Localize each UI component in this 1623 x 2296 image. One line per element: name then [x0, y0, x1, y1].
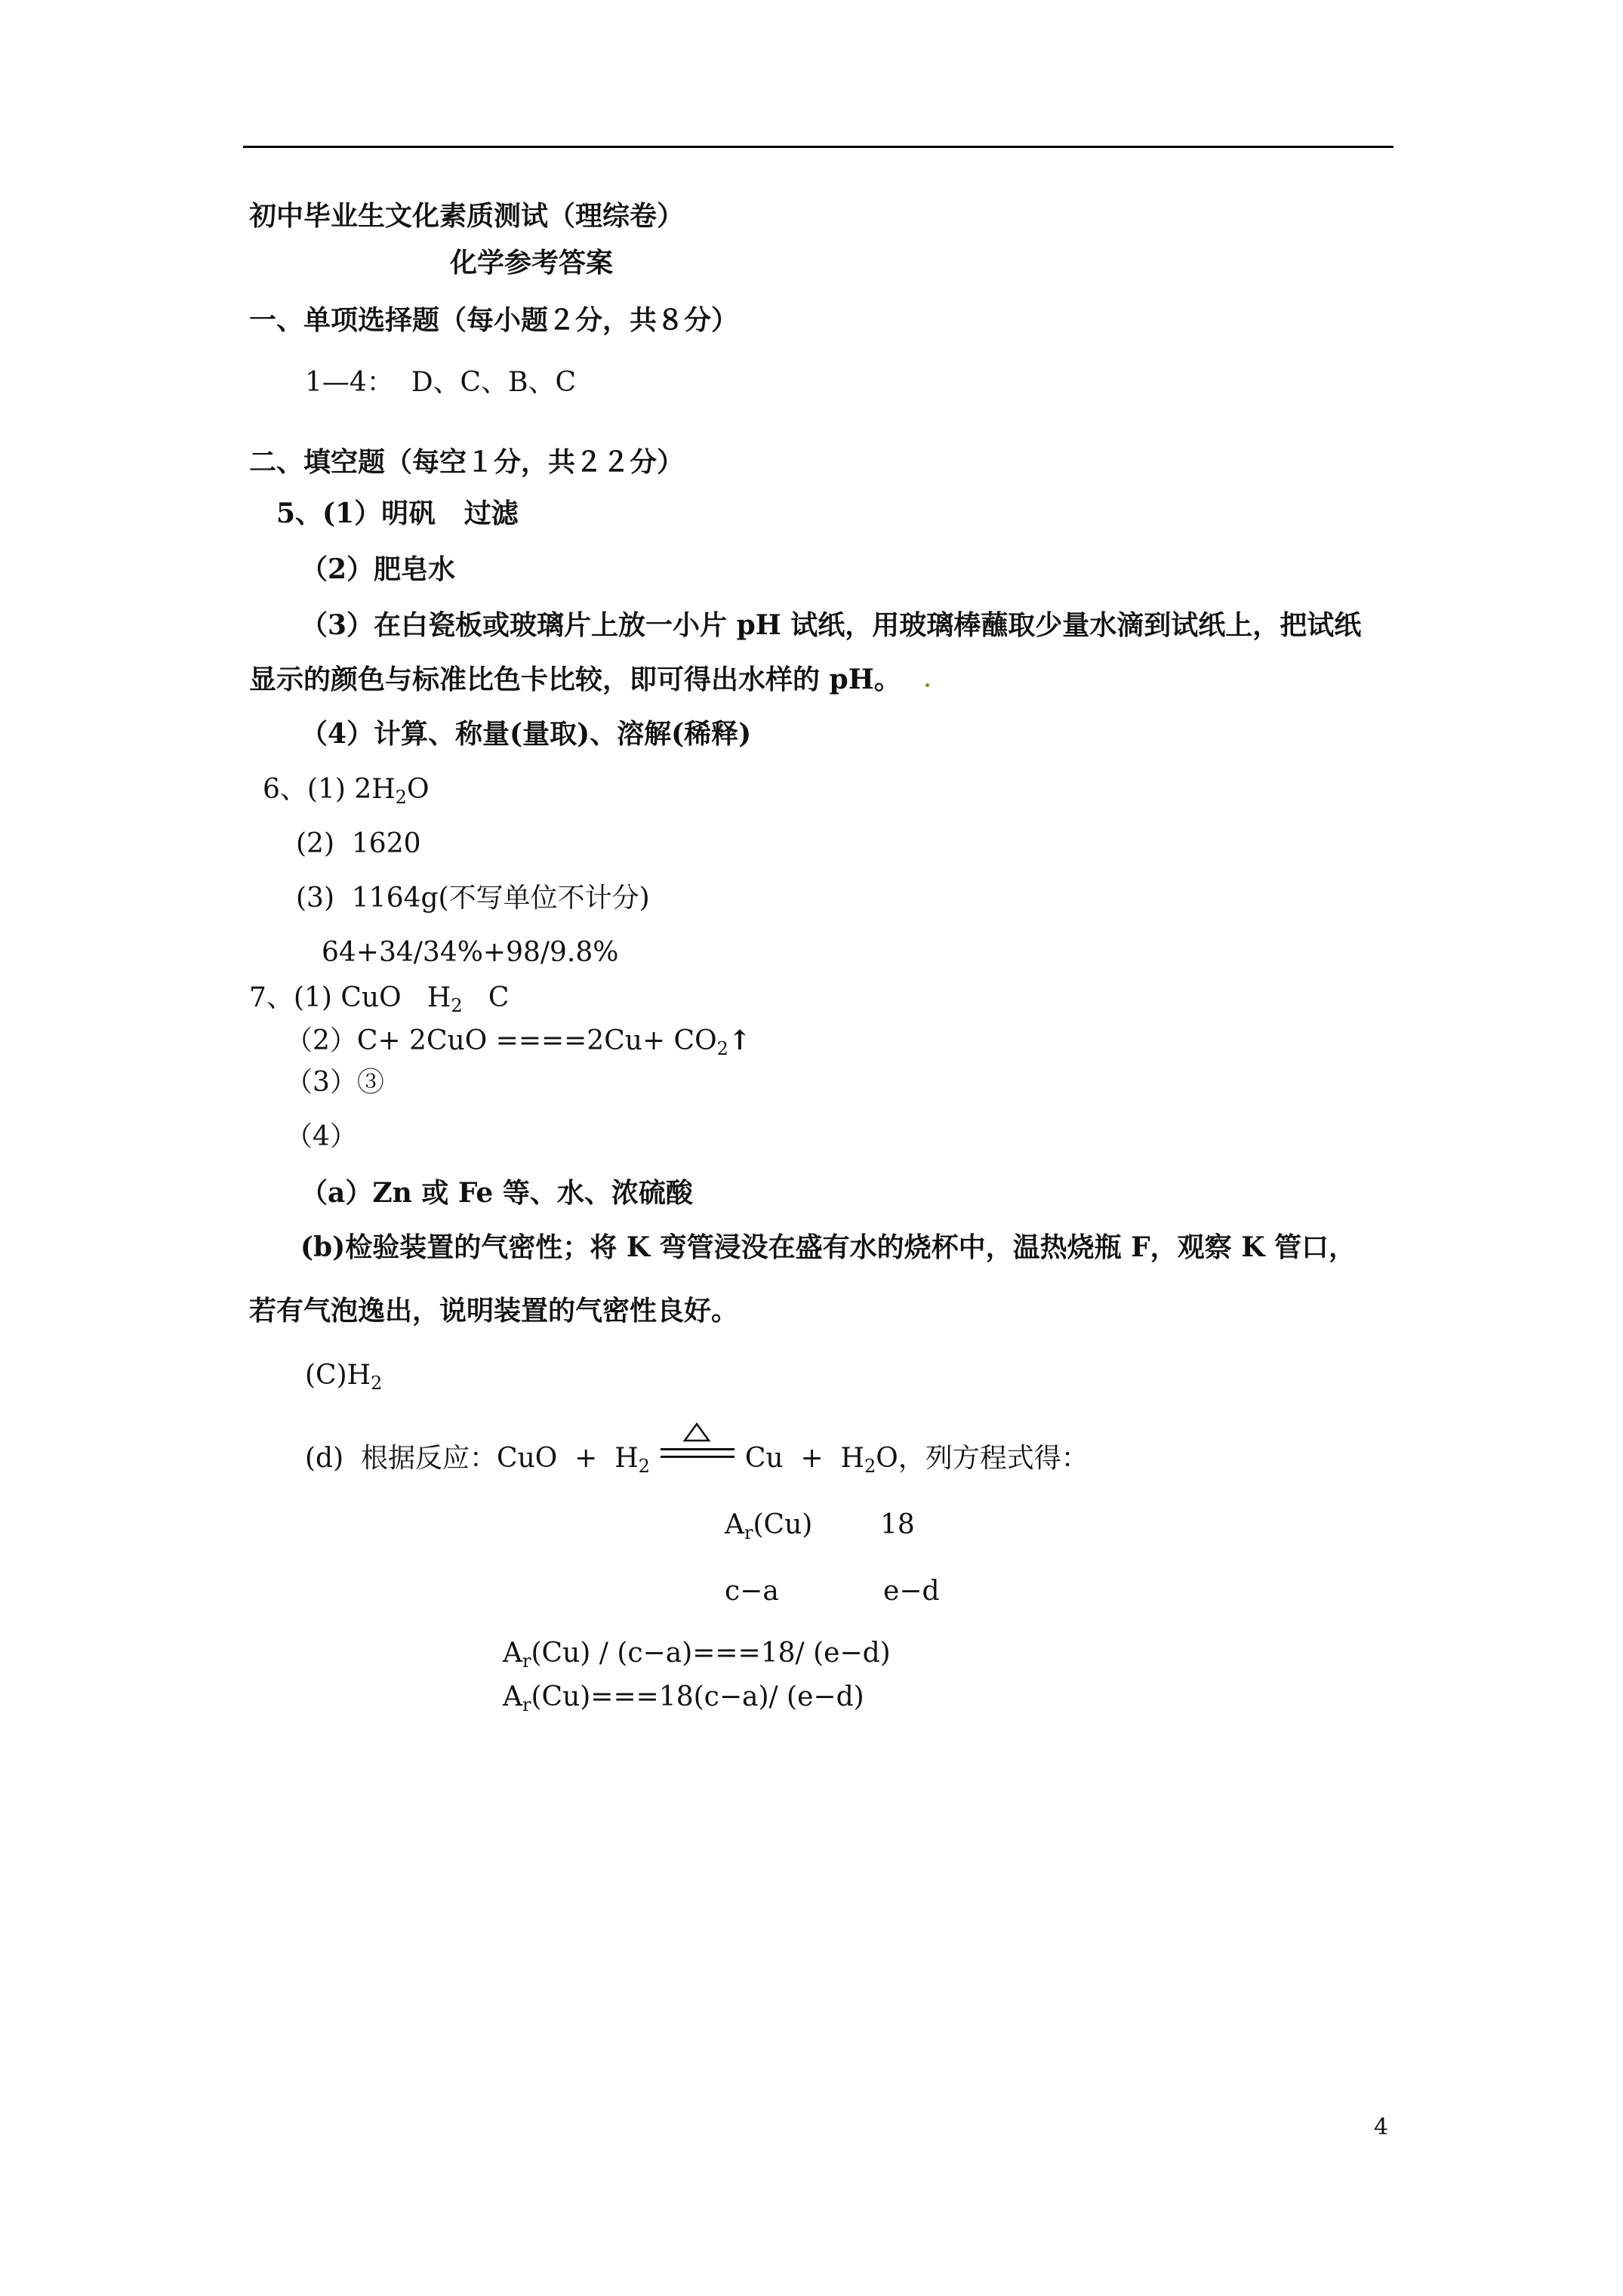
page-number: 4 — [1374, 2114, 1389, 2140]
q5-part3-line1: （3）在白瓷板或玻璃片上放一小片 pH 试纸，用玻璃棒蘸取少量水滴到试纸上，把试纸 — [300, 609, 1362, 641]
q7-part1-suffix: C — [462, 982, 510, 1013]
ratio-ar-symbol: A — [725, 1509, 744, 1540]
q6-part1-prefix: 6、(1) 2H — [263, 774, 396, 805]
q6-part1-subscript: 2 — [395, 787, 407, 808]
reaction-h2-subscript: 2 — [638, 1456, 650, 1477]
reaction-h2o-subscript: 2 — [864, 1456, 876, 1477]
q6-part3-calculation: 64+34/34%+98/9.8% — [322, 937, 619, 968]
q6-part1 — [263, 773, 429, 806]
q5-part2: （2）肥皂水 — [300, 553, 456, 585]
reaction-product: Cu + H — [744, 1443, 864, 1474]
q7-part1 — [249, 982, 509, 1015]
equals-bar-top — [661, 1448, 735, 1450]
ratio-value-18: 18 — [880, 1509, 915, 1540]
q7-part1-prefix: 7、(1) CuO H — [249, 982, 451, 1013]
q7-part1-subscript: 2 — [451, 995, 463, 1016]
document-title: 初中毕业生文化素质测试（理综卷） — [249, 200, 685, 232]
eq2-ar-symbol: A — [503, 1681, 522, 1712]
q7-part2-prefix: （2）C+ 2CuO ====2Cu+ CO — [285, 1025, 717, 1056]
q7-part3: （3）③ — [285, 1067, 384, 1098]
q7-part4-c-subscript: 2 — [371, 1373, 383, 1394]
q7-part4-d-reaction — [305, 1442, 1089, 1475]
reaction-label: (d) 根据反应：CuO + H — [305, 1443, 639, 1474]
ratio-row-1 — [725, 1509, 812, 1542]
q6-part1-suffix: O — [406, 774, 430, 805]
eq1-tail: (Cu) / (c−a)===18/ (e−d) — [531, 1638, 891, 1669]
section1-heading: 一、单项选择题（每小题２分，共８分） — [249, 304, 739, 336]
q7-part2-subscript: 2 — [716, 1038, 728, 1059]
top-rule — [243, 146, 1394, 148]
q7-part4-a: （a）Zn 或 Fe 等、水、浓硫酸 — [300, 1177, 693, 1209]
q5-part1: 5、(1）明矾 过滤 — [276, 498, 519, 529]
eq2-tail: (Cu)===18(c−a)/ (e−d) — [531, 1681, 864, 1712]
equation-1 — [503, 1637, 891, 1670]
ratio-c-minus-a: c−a — [725, 1576, 779, 1607]
section2-heading: 二、填空题（每空１分，共２２分） — [249, 446, 685, 478]
section1-answers: 1—4： D、C、B、C — [305, 367, 577, 398]
heating-condition — [656, 1445, 739, 1475]
equals-bar-bottom — [661, 1456, 735, 1458]
document-subtitle: 化学参考答案 — [450, 247, 614, 279]
ratio-e-minus-d: e−d — [883, 1576, 940, 1607]
q7-part4: （4） — [285, 1121, 357, 1152]
q7-part4-c — [305, 1359, 382, 1392]
q7-part4-c-prefix: (C)H — [305, 1360, 371, 1391]
q7-part4-b-line1: (b)检验装置的气密性；将 K 弯管浸没在盛有水的烧杯中，温热烧瓶 F，观察 K 管口， — [300, 1231, 1357, 1263]
ratio-ar-subscript: r — [744, 1522, 753, 1543]
delta-triangle-icon — [683, 1422, 710, 1442]
reaction-suffix: O，列方程式得： — [876, 1443, 1089, 1474]
stray-mark — [925, 683, 929, 687]
ratio-ar-tail: (Cu) — [753, 1509, 813, 1540]
q5-part3-line2: 显示的颜色与标准比色卡比较，即可得出水样的 pH。 — [249, 664, 901, 695]
eq1-ar-subscript: r — [522, 1650, 531, 1672]
eq1-ar-symbol: A — [503, 1638, 522, 1669]
equation-2 — [503, 1681, 864, 1714]
q6-part2: (2) 1620 — [296, 828, 421, 859]
q6-part3: (3) 1164g(不写单位不计分) — [296, 883, 650, 914]
q5-part4: （4）计算、称量(量取)、溶解(稀释) — [300, 718, 752, 750]
q7-part2 — [285, 1024, 751, 1058]
eq2-ar-subscript: r — [522, 1694, 531, 1715]
up-arrow-icon: ↑ — [728, 1025, 752, 1056]
q7-part4-b-line2: 若有气泡逸出，说明装置的气密性良好。 — [249, 1295, 739, 1327]
